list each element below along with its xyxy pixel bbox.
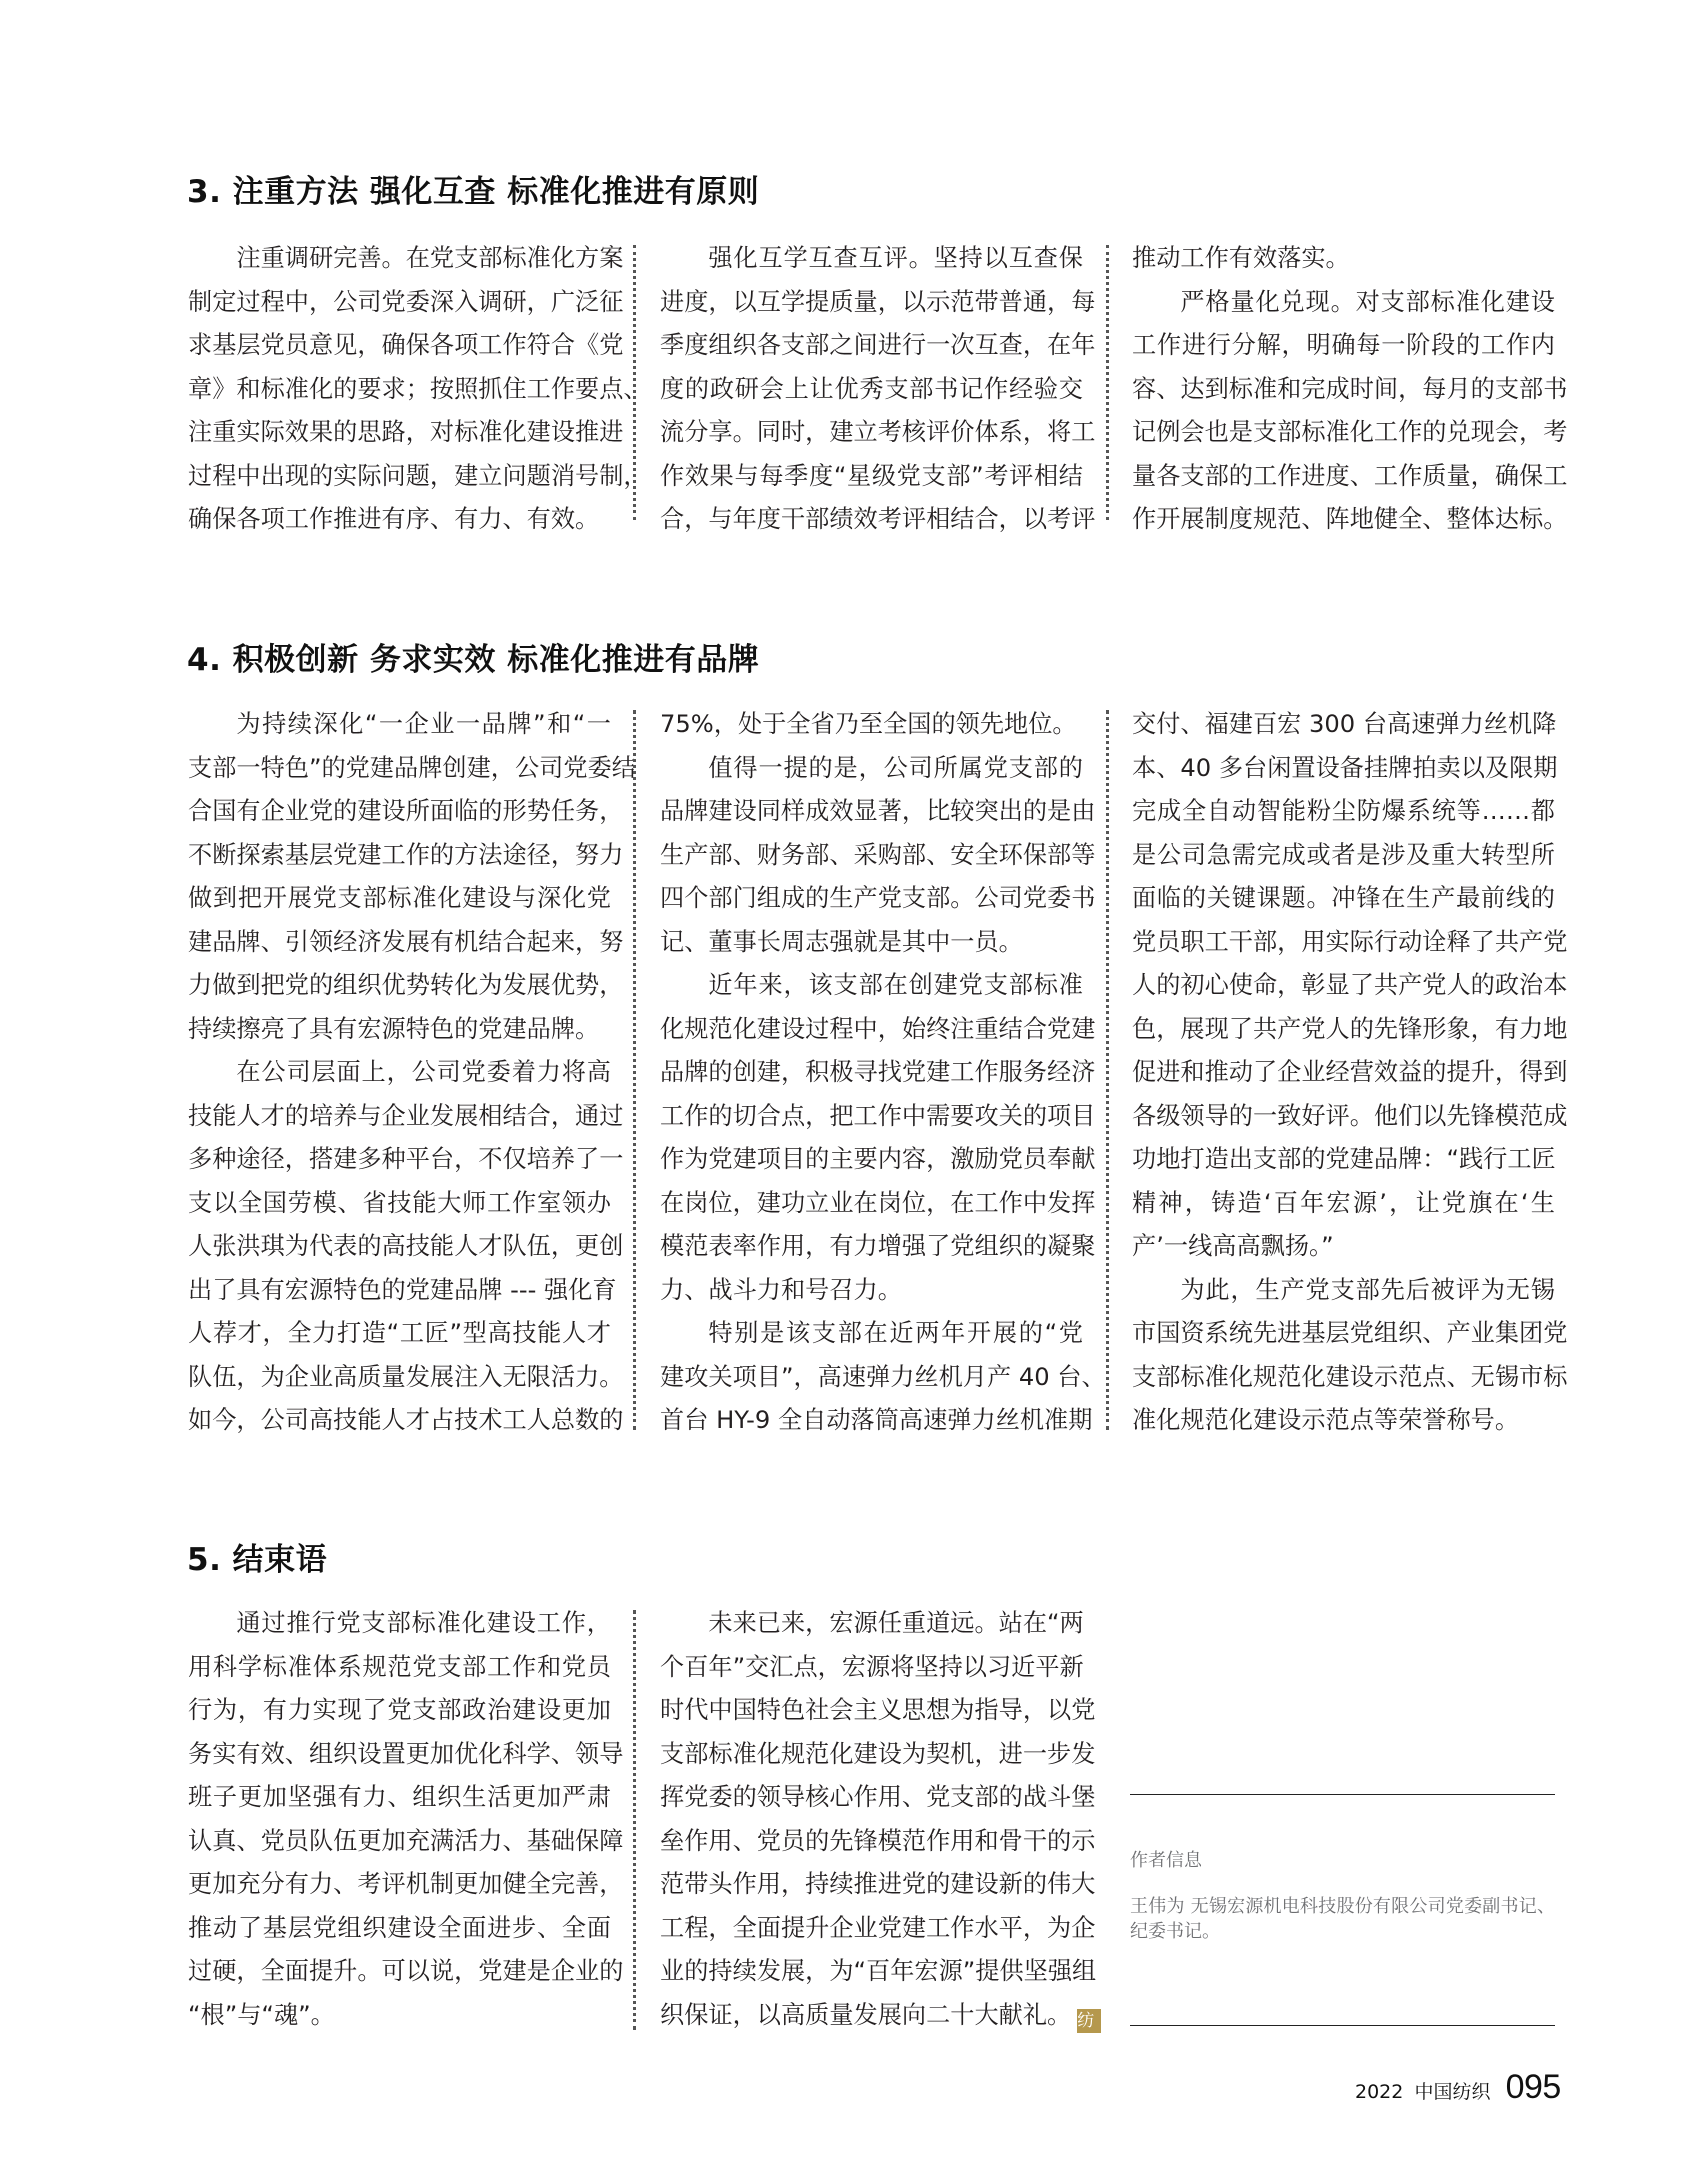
text-line: 过程中出现的实际问题，建立问题消号制， <box>188 461 648 490</box>
section-5-column-1 <box>188 1602 624 2037</box>
text-line: 建品牌、引领经济发展有机结合起来，努 <box>188 927 624 956</box>
text-line: 作开展制度规范、阵地健全、整体达标。 <box>1132 505 1568 533</box>
text-line: 党员职工干部，用实际行动诠释了共产党 <box>1132 927 1568 956</box>
text-line: 品牌建设同样成效显著，比较突出的是由 <box>660 797 1096 825</box>
text-line: 色，展现了共产党人的先锋形象，有力地 <box>1132 1014 1568 1043</box>
text-line: 技能人才的培养与企业发展相结合，通过 <box>188 1101 624 1130</box>
text-line: 严格量化兑现。对支部标准化建设 <box>1180 287 1555 316</box>
text-line: 不断探索基层党建工作的方法途径，努力 <box>188 840 624 869</box>
text-line: 度的政研会上让优秀支部书记作经验交 <box>660 374 1083 403</box>
section-3-heading: 3. 注重方法 强化互查 标准化推进有原则 <box>187 174 760 210</box>
column-divider <box>633 245 636 520</box>
section-3-column-1 <box>188 237 648 542</box>
text-line: 工作进行分解，明确每一阶段的工作内 <box>1132 331 1555 359</box>
text-line: 章》和标准化的要求；按照抓住工作要点、 <box>188 374 648 403</box>
text-line: 人张洪琪为代表的高技能人才队伍，更创 <box>188 1232 624 1260</box>
section-5-column-2 <box>660 1602 1097 2037</box>
text-line: 队伍，为企业高质量发展注入无限活力。 <box>188 1362 624 1391</box>
text-line: 务实有效、组织设置更加优化科学、领导 <box>188 1739 624 1768</box>
text-line: 特别是该支部在近两年开展的“党 <box>708 1319 1083 1347</box>
page-footer <box>1355 2068 1561 2107</box>
text-line: 为持续深化“一企业一品牌”和“一 <box>236 710 611 738</box>
text-line: 产’一线高高飘扬。” <box>1132 1232 1334 1260</box>
text-line: 确保各项工作推进有序、有力、有效。 <box>188 505 600 533</box>
author-box-top-rule <box>1130 1794 1555 1795</box>
text-line: 个百年”交汇点，宏源将坚持以习近平新 <box>660 1652 1084 1681</box>
page-number: 095 <box>1505 2068 1561 2106</box>
text-line: 值得一提的是，公司所属党支部的 <box>708 753 1083 782</box>
end-of-article-icon: 纺 <box>1077 2009 1101 2033</box>
text-line: 是公司急需完成或者是涉及重大转型所 <box>1132 840 1555 869</box>
text-line: 首台 HY-9 全自动落筒高速弹力丝机准期 <box>660 1406 1093 1434</box>
text-line: 工作的切合点，把工作中需要攻关的项目 <box>660 1101 1096 1130</box>
text-line: 为此，生产党支部先后被评为无锡 <box>1180 1275 1555 1304</box>
text-line: 季度组织各支部之间进行一次互查，在年 <box>660 331 1096 359</box>
text-line: 班子更加坚强有力、组织生活更加严肃 <box>188 1783 611 1811</box>
text-line: 进度，以互学提质量，以示范带普通，每 <box>660 287 1096 316</box>
text-line: 记、董事长周志强就是其中一员。 <box>660 927 1023 956</box>
text-line: 本、40 多台闲置设备挂牌拍卖以及限期 <box>1132 753 1558 782</box>
text-line: 用科学标准体系规范党支部工作和党员 <box>188 1652 611 1681</box>
text-line: 面临的关键课题。冲锋在生产最前线的 <box>1132 884 1555 912</box>
text-line: 求基层党员意见，确保各项工作符合《党 <box>188 331 624 359</box>
text-line: 多种途径，搭建多种平台，不仅培养了一 <box>188 1145 624 1173</box>
text-line: 市国资系统先进基层党组织、产业集团党 <box>1132 1319 1568 1347</box>
text-line: 建攻关项目”，高速弹力丝机月产 40 台、 <box>660 1362 1106 1391</box>
author-info-label: 作者信息 <box>1130 1850 1202 1871</box>
text-line: 生产部、财务部、采购部、安全环保部等 <box>660 840 1096 869</box>
text-line: 模范表率作用，有力增强了党组织的凝聚 <box>660 1232 1096 1260</box>
text-line: 流分享。同时，建立考核评价体系，将工 <box>660 418 1096 446</box>
column-divider <box>633 710 636 1430</box>
column-divider <box>633 1610 636 2030</box>
text-line: 垒作用、党员的先锋模范作用和骨干的示 <box>660 1826 1096 1855</box>
text-line: 更加充分有力、考评机制更加健全完善， <box>188 1870 624 1898</box>
section-4-column-3 <box>1132 703 1568 1443</box>
text-line: 工程，全面提升企业党建工作水平，为企 <box>660 1913 1096 1942</box>
text-line: 化规范化建设过程中，始终注重结合党建 <box>660 1014 1096 1043</box>
text-line: 出了具有宏源特色的党建品牌 --- 强化育 <box>188 1275 617 1304</box>
text-line: 做到把开展党支部标准化建设与深化党 <box>188 884 611 912</box>
footer-year: 2022 <box>1355 2081 1404 2103</box>
text-line: 合，与年度干部绩效考评相结合，以考评 <box>660 505 1096 533</box>
text-line: 过硬，全面提升。可以说，党建是企业的 <box>188 1957 624 1985</box>
section-4-column-2 <box>660 703 1106 1443</box>
text-line: 在岗位，建功立业在岗位，在工作中发挥 <box>660 1188 1096 1217</box>
text-line: 注重调研完善。在党支部标准化方案 <box>236 244 624 272</box>
text-line: 强化互学互查互评。坚持以互查保 <box>708 244 1083 272</box>
text-line: 支部一特色”的党建品牌创建，公司党委结 <box>188 753 636 782</box>
text-line: 品牌的创建，积极寻找党建工作服务经济 <box>660 1058 1096 1086</box>
section-3-column-2 <box>660 237 1096 542</box>
text-line: 作效果与每季度“星级党支部”考评相结 <box>660 461 1083 490</box>
text-line: 合国有企业党的建设所面临的形势任务， <box>188 797 624 825</box>
text-line: 行为，有力实现了党支部政治建设更加 <box>188 1696 611 1724</box>
text-line: 量各支部的工作进度、工作质量，确保工 <box>1132 461 1568 490</box>
text-line: 准化规范化建设示范点等荣誉称号。 <box>1132 1406 1520 1434</box>
text-line: 四个部门组成的生产党支部。公司党委书 <box>660 884 1096 912</box>
column-divider <box>1106 245 1109 520</box>
text-line: 制定过程中，公司党委深入调研，广泛征 <box>188 287 624 316</box>
text-line: 推动了基层党组织建设全面进步、全面 <box>188 1913 611 1942</box>
column-divider <box>1106 710 1109 1430</box>
text-line: 促进和推动了企业经营效益的提升，得到 <box>1132 1058 1568 1086</box>
section-5-heading: 5. 结束语 <box>187 1542 328 1578</box>
text-line: 织保证，以高质量发展向二十大献礼。 纺 <box>660 1994 1083 2038</box>
text-line: 通过推行党支部标准化建设工作， <box>236 1609 611 1637</box>
text-line: 近年来，该支部在创建党支部标准 <box>708 971 1083 999</box>
text-line: 人的初心使命，彰显了共产党人的政治本 <box>1132 971 1568 999</box>
text-line: 推动工作有效落实。 <box>1132 244 1350 272</box>
text-line: 作为党建项目的主要内容，激励党员奉献 <box>660 1145 1096 1173</box>
author-box-bottom-rule <box>1130 2025 1555 2026</box>
text-line: 在公司层面上，公司党委着力将高 <box>236 1058 611 1086</box>
text-line: 力、战斗力和号召力。 <box>660 1275 902 1304</box>
text-line: 认真、党员队伍更加充满活力、基础保障 <box>188 1826 624 1855</box>
text-line: 支以全国劳模、省技能大师工作室领办 <box>188 1188 611 1217</box>
text-line: 人荐才，全力打造“工匠”型高技能人才 <box>188 1319 611 1347</box>
text-line: 注重实际效果的思路，对标准化建设推进 <box>188 418 624 446</box>
text-line: 时代中国特色社会主义思想为指导，以党 <box>660 1696 1096 1724</box>
text-line: 记例会也是支部标准化工作的兑现会，考 <box>1132 418 1568 446</box>
author-info-text: 王伟为 无锡宏源机电科技股份有限公司党委副书记、纪委书记。 <box>1130 1896 1555 1942</box>
text-line: 交付、福建百宏 300 台高速弹力丝机降 <box>1132 710 1557 738</box>
text-line: 精神，铸造‘百年宏源’，让党旗在‘生 <box>1132 1188 1555 1217</box>
text-line: 力做到把党的组织优势转化为发展优势， <box>188 971 624 999</box>
text-line: 功地打造出支部的党建品牌：“践行工匠 <box>1132 1145 1556 1173</box>
text-line: 容、达到标准和完成时间，每月的支部书 <box>1132 374 1568 403</box>
text-line: 各级领导的一致好评。他们以先锋模范成 <box>1132 1101 1568 1130</box>
text-line: 持续擦亮了具有宏源特色的党建品牌。 <box>188 1014 600 1043</box>
text-line: 范带头作用，持续推进党的建设新的伟大 <box>660 1870 1096 1898</box>
text-line: 支部标准化规范化建设为契机，进一步发 <box>660 1739 1096 1768</box>
text-line: 支部标准化规范化建设示范点、无锡市标 <box>1132 1362 1568 1391</box>
text-line: 完成全自动智能粉尘防爆系统等……都 <box>1132 797 1555 825</box>
text-line: 如今，公司高技能人才占技术工人总数的 <box>188 1406 624 1434</box>
section-3-column-3 <box>1132 237 1568 542</box>
text-line: 75%，处于全省乃至全国的领先地位。 <box>660 710 1077 738</box>
text-line: 挥党委的领导核心作用、党支部的战斗堡 <box>660 1783 1096 1811</box>
footer-magazine-name: 中国纺织 <box>1414 2081 1491 2103</box>
section-4-column-1 <box>188 703 636 1443</box>
text-line: 业的持续发展，为“百年宏源”提供坚强组 <box>660 1957 1097 1985</box>
text-line: 未来已来，宏源任重道远。站在“两 <box>708 1609 1084 1637</box>
section-4-heading: 4. 积极创新 务求实效 标准化推进有品牌 <box>187 642 760 678</box>
text-line: “根”与“魂”。 <box>188 2000 335 2029</box>
